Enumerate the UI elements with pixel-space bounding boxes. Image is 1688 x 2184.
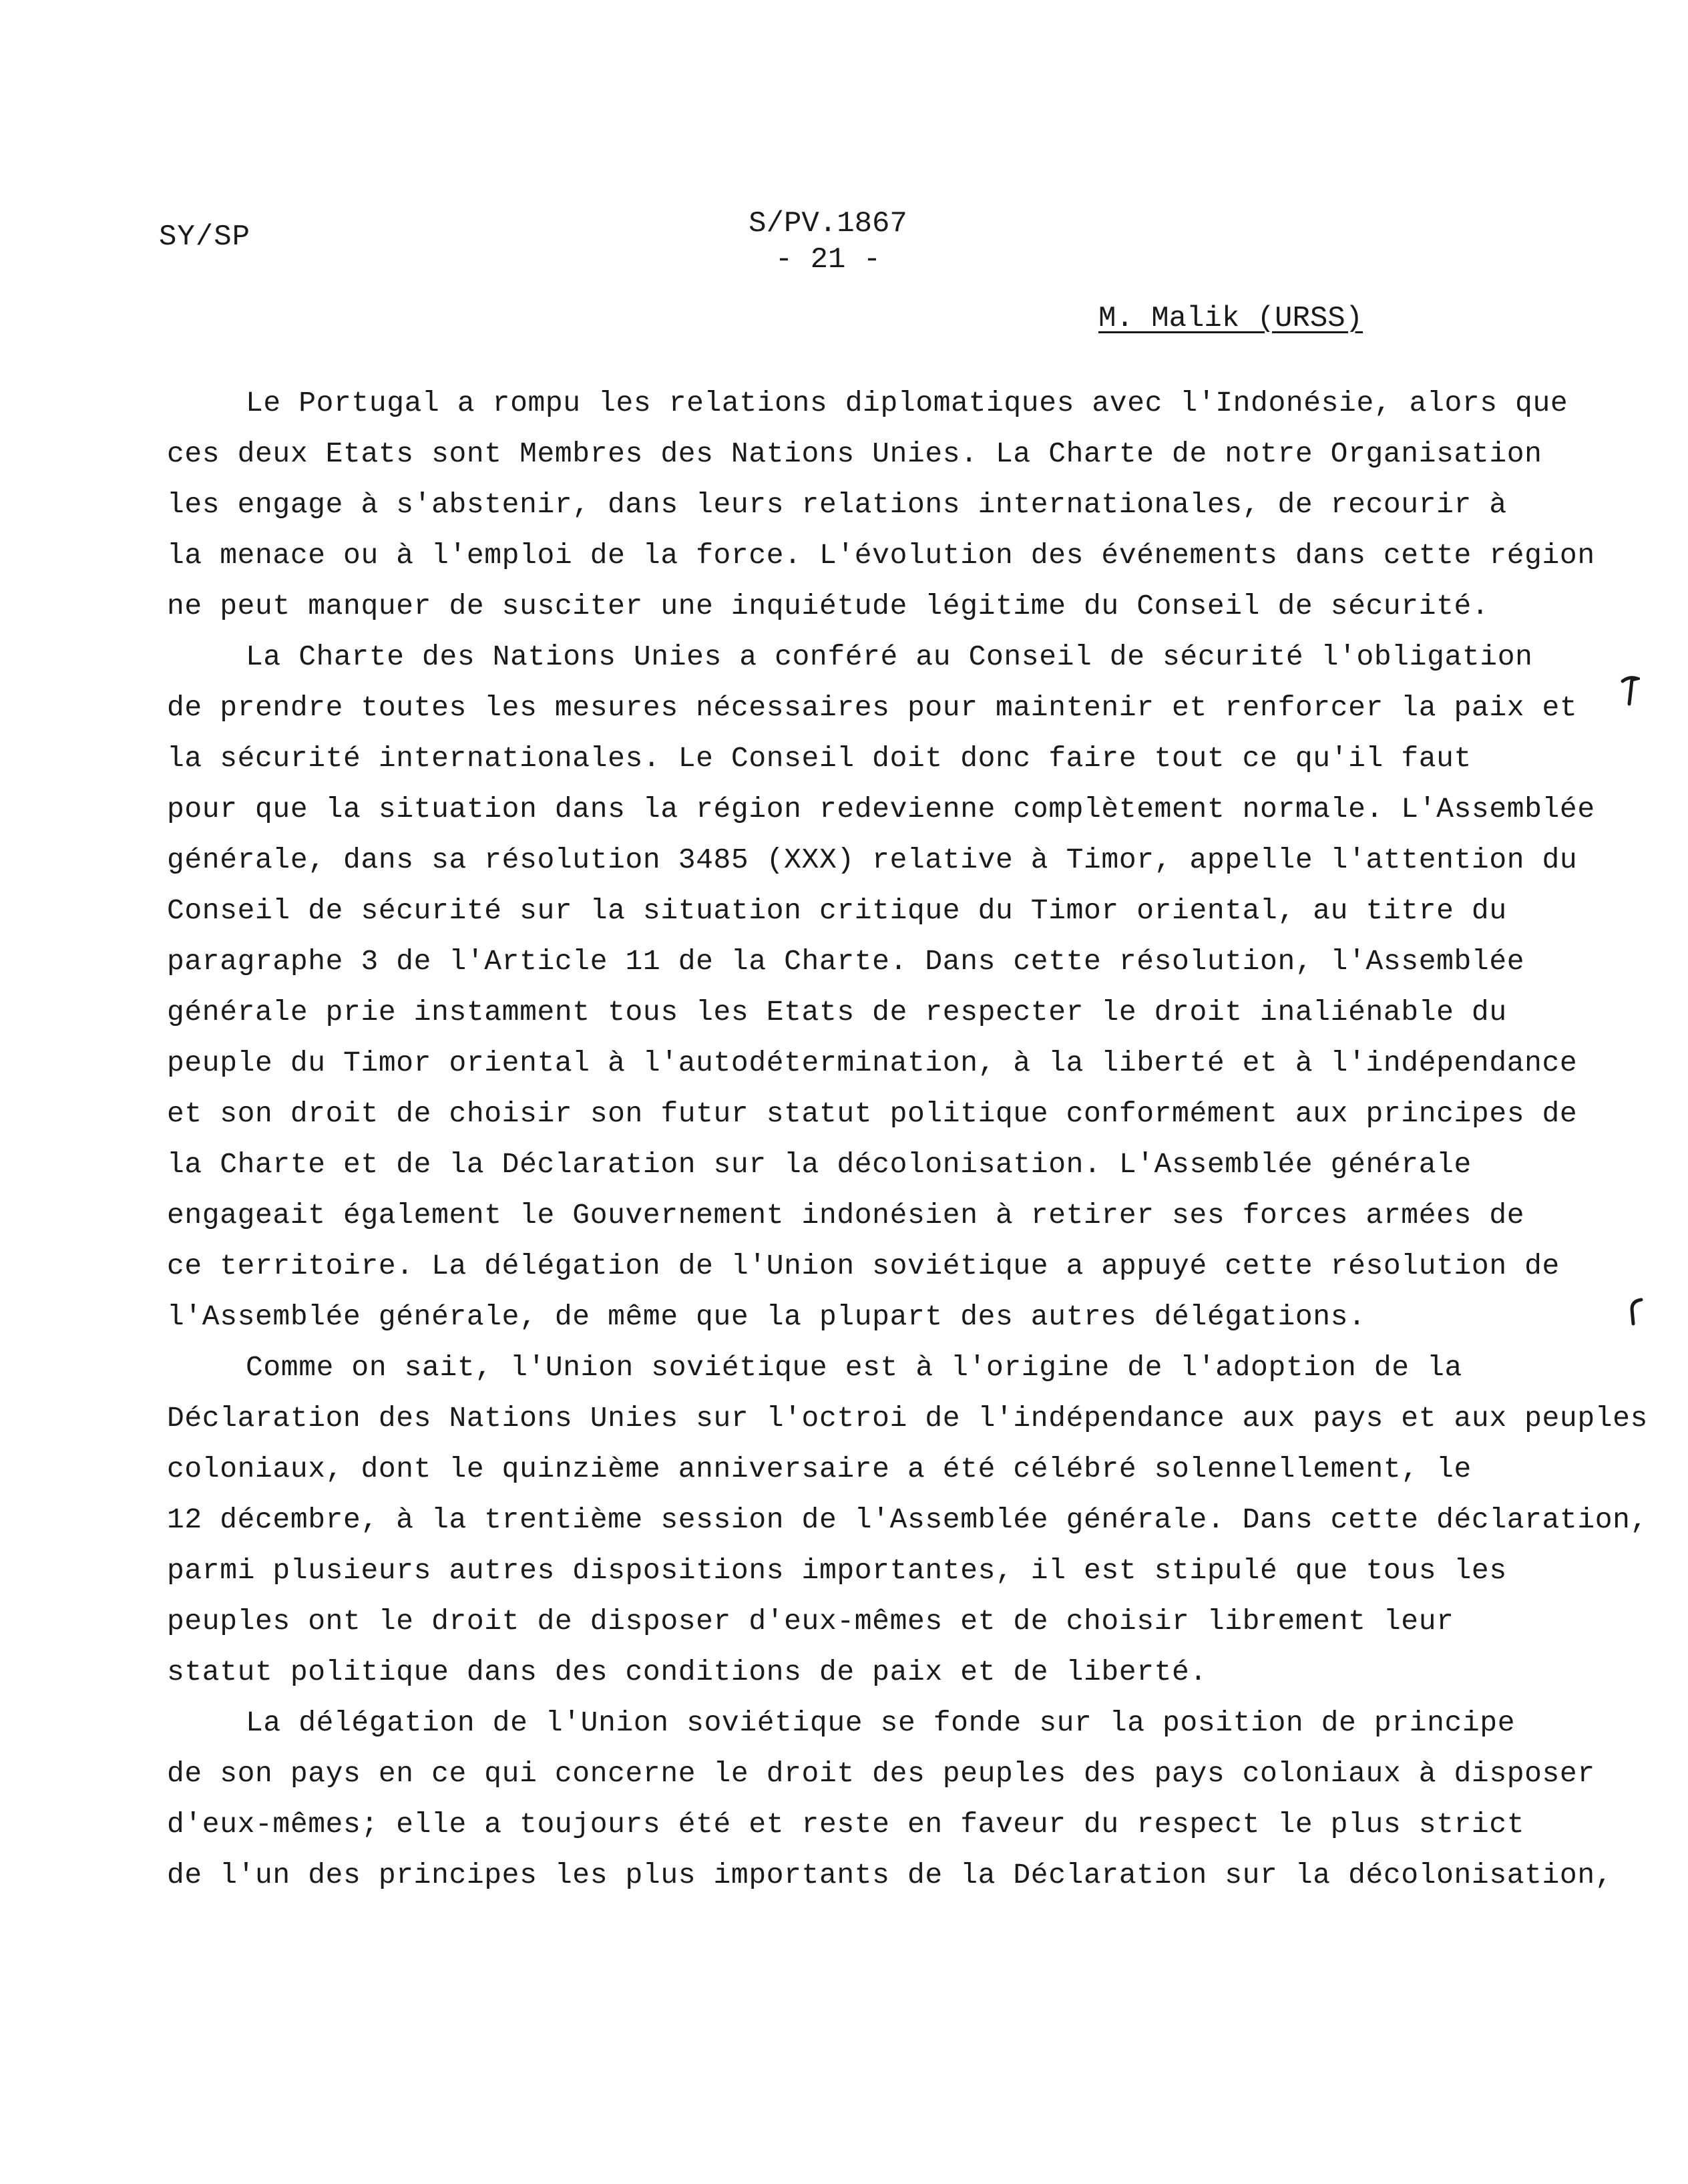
document-body <box>167 378 1648 1901</box>
page-number: - 21 - <box>775 243 881 277</box>
text-line: la sécurité internationales. Le Conseil doit donc faire tout ce qu'il faut <box>167 742 1472 775</box>
text-line: coloniaux, dont le quinzième anniversaire a été célébré solennellement, le <box>167 1453 1472 1485</box>
text-line: ce territoire. La délégation de l'Union soviétique a appuyé cette résolution de <box>167 1250 1560 1282</box>
text-line: la Charte et de la Déclaration sur la décolonisation. L'Assemblée générale <box>167 1148 1472 1181</box>
text-line: engageait également le Gouvernement indonésien à retirer ses forces armées de <box>167 1199 1525 1232</box>
text-line: générale prie instamment tous les Etats de respecter le droit inaliénable du <box>167 996 1507 1029</box>
text-line: générale, dans sa résolution 3485 (XXX) relative à Timor, appelle l'attention du <box>167 844 1578 876</box>
document-code: SY/SP <box>159 220 251 254</box>
document-symbol: S/PV.1867 <box>749 207 907 240</box>
text-line: parmi plusieurs autres dispositions importantes, il est stipulé que tous les <box>167 1554 1507 1587</box>
text-line: ne peut manquer de susciter une inquiétude légitime du Conseil de sécurité. <box>167 590 1490 622</box>
text-line: de son pays en ce qui concerne le droit des peuples des pays coloniaux à disposer <box>167 1757 1595 1790</box>
text-line: de prendre toutes les mesures nécessaires pour maintenir et renforcer la paix et <box>167 691 1578 724</box>
text-line: d'eux-mêmes; elle a toujours été et reste en faveur du respect le plus strict <box>167 1808 1525 1841</box>
text-line: La Charte des Nations Unies a conféré au Conseil de sécurité l'obligation <box>246 641 1533 673</box>
margin-mark-icon <box>1620 675 1640 708</box>
text-line: la menace ou à l'emploi de la force. L'évolution des événements dans cette région <box>167 539 1595 572</box>
text-line: Comme on sait, l'Union soviétique est à l'origine de l'adoption de la <box>246 1351 1462 1384</box>
text-line: Déclaration des Nations Unies sur l'octroi de l'indépendance aux pays et aux peuples <box>167 1402 1648 1435</box>
text-line: Conseil de sécurité sur la situation critique du Timor oriental, au titre du <box>167 894 1507 927</box>
text-line: statut politique dans des conditions de paix et de liberté. <box>167 1656 1207 1688</box>
text-line: paragraphe 3 de l'Article 11 de la Charte. Dans cette résolution, l'Assemblée <box>167 945 1525 978</box>
text-line: Le Portugal a rompu les relations diplomatiques avec l'Indonésie, alors que <box>246 387 1568 419</box>
text-line: peuple du Timor oriental à l'autodétermination, à la liberté et à l'indépendance <box>167 1047 1578 1079</box>
text-line: l'Assemblée générale, de même que la plupart des autres délégations. <box>167 1300 1366 1333</box>
text-line: peuples ont le droit de disposer d'eux-mêmes et de choisir librement leur <box>167 1605 1454 1638</box>
margin-mark-icon <box>1625 1296 1645 1329</box>
text-line: ces deux Etats sont Membres des Nations Unies. La Charte de notre Organisation <box>167 437 1542 470</box>
text-line: pour que la situation dans la région redevienne complètement normale. L'Assemblée <box>167 793 1595 826</box>
text-line: de l'un des principes les plus importants de la Déclaration sur la décolonisation, <box>167 1859 1613 1891</box>
text-line: 12 décembre, à la trentième session de l'Assemblée générale. Dans cette déclaration, <box>167 1503 1648 1536</box>
text-line: et son droit de choisir son futur statut politique conformément aux principes de <box>167 1097 1578 1130</box>
document-header <box>741 206 915 278</box>
text-line: les engage à s'abstenir, dans leurs relations internationales, de recourir à <box>167 488 1507 521</box>
text-line: La délégation de l'Union soviétique se fonde sur la position de principe <box>246 1706 1516 1739</box>
speaker-name: M. Malik (URSS) <box>1098 302 1363 335</box>
